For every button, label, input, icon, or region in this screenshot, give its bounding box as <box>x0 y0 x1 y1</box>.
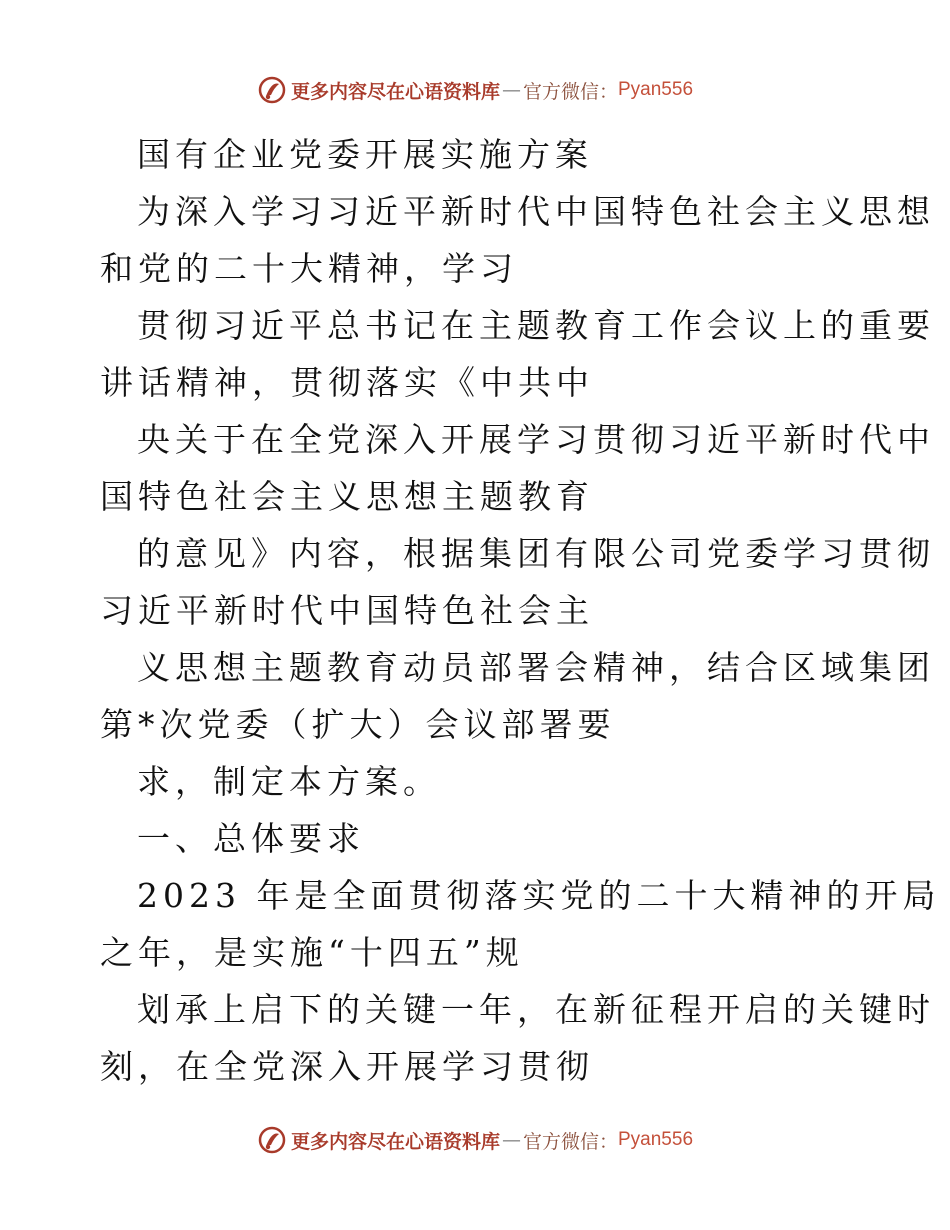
brush-seal-icon <box>257 1125 287 1155</box>
document-body <box>100 126 941 1095</box>
text-line: 刻，在全党深入开展学习贯彻 <box>100 1047 594 1086</box>
text-line: 求，制定本方案。 <box>137 762 441 801</box>
watermark-brand: 更多内容尽在心语资料库 <box>290 1130 500 1153</box>
watermark-brand: 更多内容尽在心语资料库 <box>290 80 500 103</box>
text-line: 之年，是实施“十四五”规 <box>100 933 524 972</box>
watermark-wechat-id: Pyan556 <box>618 79 694 100</box>
brush-seal-icon <box>257 75 287 105</box>
text-line: 2023 年是全面贯彻落实党的二十大精神的开局 <box>137 876 941 915</box>
text-line: 习近平新时代中国特色社会主 <box>100 591 594 630</box>
header-watermark <box>0 70 950 110</box>
watermark-separator: — <box>501 1129 521 1151</box>
watermark-wechat-id: Pyan556 <box>618 1129 694 1150</box>
watermark-contact-label: 官方微信： <box>522 1130 618 1153</box>
document-title: 国有企业党委开展实施方案 <box>137 135 593 174</box>
text-line: 为深入学习习近平新时代中国特色社会主义思想 <box>137 192 935 231</box>
text-line: 的意见》内容，根据集团有限公司党委学习贯彻 <box>137 534 935 573</box>
text-line: 义思想主题教育动员部署会精神，结合区域集团 <box>137 648 935 687</box>
text-line: 划承上启下的关键一年，在新征程开启的关键时 <box>137 990 935 1029</box>
text-line: 国特色社会主义思想主题教育 <box>100 477 594 516</box>
text-line: 和党的二十大精神，学习 <box>100 249 518 288</box>
text-line: 贯彻习近平总书记在主题教育工作会议上的重要 <box>137 306 935 345</box>
text-line: 第*次党委（扩大）会议部署要 <box>100 705 616 744</box>
text-line: 讲话精神，贯彻落实《中共中 <box>100 363 594 402</box>
footer-watermark <box>0 1120 950 1160</box>
section-heading: 一、总体要求 <box>137 819 365 858</box>
watermark-separator: — <box>501 79 521 101</box>
watermark-contact-label: 官方微信： <box>522 80 618 103</box>
text-line: 央关于在全党深入开展学习贯彻习近平新时代中 <box>137 420 935 459</box>
